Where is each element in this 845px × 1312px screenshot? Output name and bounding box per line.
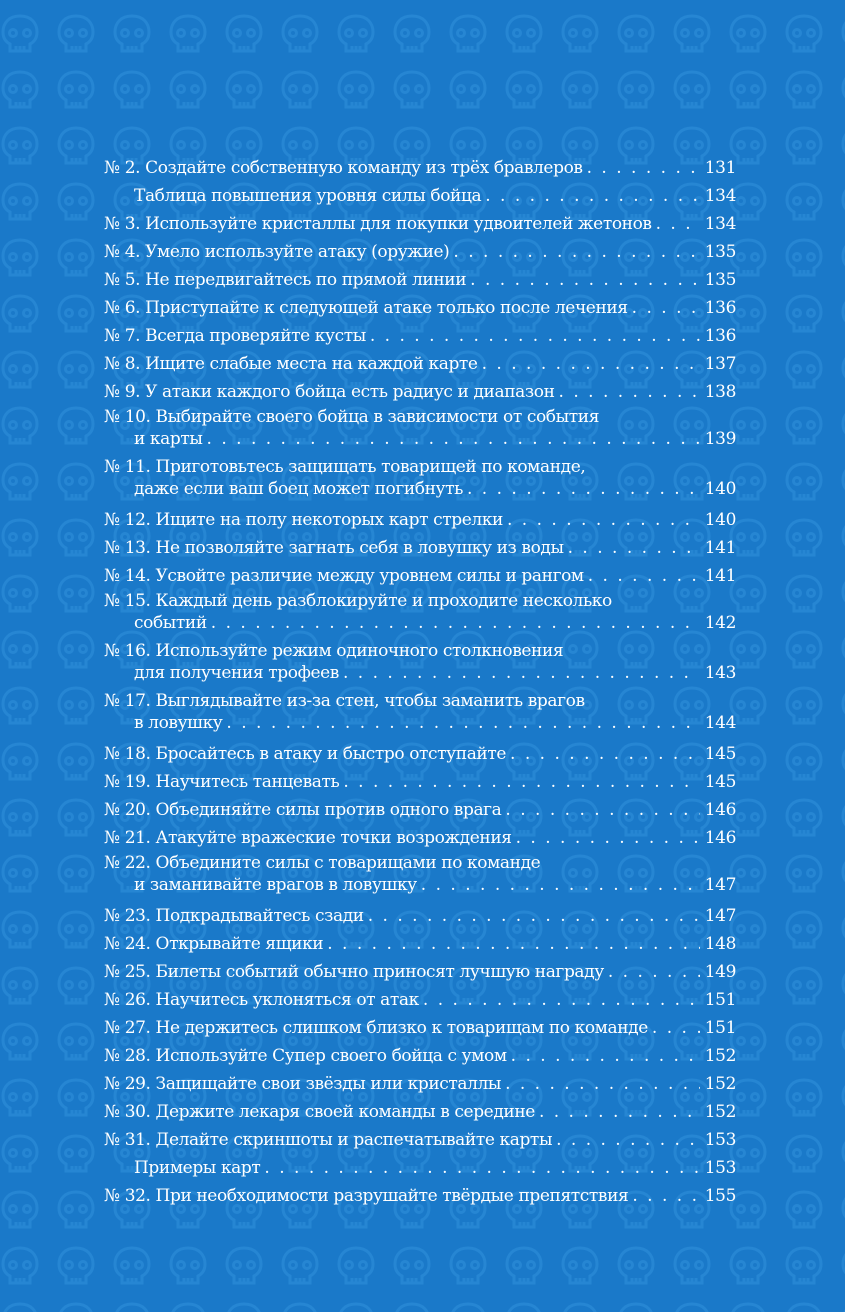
toc-page-number: 137 <box>704 354 736 374</box>
toc-page-number: 134 <box>704 214 736 234</box>
toc-entry-title: № 32. При необходимости разрушайте твёрдые препятствия <box>104 1186 629 1206</box>
toc-entry-title: № 20. Объединяйте силы против одного врага <box>104 800 502 820</box>
toc-entry-title: № 19. Научитесь танцевать <box>104 772 340 792</box>
toc-entry <box>104 590 736 640</box>
toc-page-number: 146 <box>704 800 736 820</box>
dot-leader <box>264 1154 700 1182</box>
toc-entry <box>104 322 736 350</box>
dot-leader <box>207 428 700 450</box>
toc-page-number: 152 <box>704 1102 736 1122</box>
toc-entry <box>104 740 736 768</box>
dot-leader <box>511 1042 700 1070</box>
toc-entry-title: № 28. Используйте Супер своего бойца с умом <box>104 1046 507 1066</box>
toc-entry <box>104 1042 736 1070</box>
table-of-contents <box>104 154 736 1210</box>
dot-leader <box>505 1070 700 1098</box>
toc-entry-title: № 11. Приготовьтесь защищать товарищей по команде, <box>104 457 586 477</box>
toc-entry <box>104 902 736 930</box>
toc-page-number: 152 <box>704 1046 736 1066</box>
toc-entry-title: № 8. Ищите слабые места на каждой карте <box>104 354 478 374</box>
dot-leader <box>423 986 700 1014</box>
toc-entry <box>104 958 736 986</box>
toc-entry <box>104 690 736 740</box>
toc-entry-title: Примеры карт <box>134 1158 261 1178</box>
toc-entry-title-continued: даже если ваш боец может погибнуть <box>134 479 463 499</box>
toc-entry-title: Таблица повышения уровня силы бойца <box>134 186 482 206</box>
dot-leader <box>587 154 700 182</box>
toc-entry <box>104 378 736 406</box>
toc-entry-title: № 31. Делайте скриншоты и распечатывайте карты <box>104 1130 553 1150</box>
toc-entry-title: № 30. Держите лекаря своей команды в середине <box>104 1102 535 1122</box>
toc-entry <box>104 294 736 322</box>
toc-page-number: 147 <box>704 906 736 926</box>
dot-leader <box>588 562 700 590</box>
toc-entry <box>104 852 736 902</box>
toc-entry <box>104 238 736 266</box>
toc-page-number: 149 <box>704 962 736 982</box>
dot-leader <box>421 874 700 896</box>
toc-entry <box>104 182 736 210</box>
toc-entry-title: № 3. Используйте кристаллы для покупки удвоителей жетонов <box>104 214 652 234</box>
toc-entry-title: № 7. Всегда проверяйте кусты <box>104 326 366 346</box>
toc-entry <box>104 1070 736 1098</box>
dot-leader <box>559 378 700 406</box>
dot-leader <box>453 238 700 266</box>
toc-page-number: 143 <box>704 663 736 683</box>
toc-entry <box>104 534 736 562</box>
toc-entry-title: № 9. У атаки каждого бойца есть радиус и диапазон <box>104 382 555 402</box>
toc-page-number: 136 <box>704 298 736 318</box>
toc-page-number: 145 <box>704 772 736 792</box>
toc-page-number: 153 <box>704 1158 736 1178</box>
toc-page-number: 148 <box>704 934 736 954</box>
toc-page-number: 147 <box>704 875 736 895</box>
toc-entry-title-continued: событий <box>134 613 207 633</box>
dot-leader <box>505 796 700 824</box>
toc-page-number: 140 <box>704 479 736 499</box>
toc-entry <box>104 640 736 690</box>
dot-leader <box>510 740 700 768</box>
toc-entry <box>104 506 736 534</box>
toc-entry <box>104 824 736 852</box>
toc-page-number: 135 <box>704 242 736 262</box>
toc-entry <box>104 1014 736 1042</box>
toc-entry-title: № 12. Ищите на полу некоторых карт стрелки <box>104 510 503 530</box>
toc-entry-title-continued: и карты <box>134 429 203 449</box>
toc-entry <box>104 1126 736 1154</box>
toc-entry-title: № 16. Используйте режим одиночного столкновения <box>104 641 564 661</box>
toc-page-number: 136 <box>704 326 736 346</box>
toc-entry <box>104 154 736 182</box>
toc-entry-title: № 21. Атакуйте вражеские точки возрождения <box>104 828 512 848</box>
toc-entry-title: № 22. Объедините силы с товарищами по команде <box>104 853 541 873</box>
toc-page-number: 140 <box>704 510 736 530</box>
dot-leader <box>370 322 700 350</box>
toc-entry-title: № 6. Приступайте к следующей атаке только после лечения <box>104 298 628 318</box>
toc-page-number: 144 <box>704 713 736 733</box>
toc-page-number: 134 <box>704 186 736 206</box>
dot-leader <box>226 712 700 734</box>
toc-page-number: 139 <box>704 429 736 449</box>
toc-page-number: 141 <box>704 566 736 586</box>
toc-entry-title: № 27. Не держитесь слишком близко к товарищам по команде <box>104 1018 648 1038</box>
dot-leader <box>556 1126 700 1154</box>
toc-page-number: 141 <box>704 538 736 558</box>
toc-entry-title: № 15. Каждый день разблокируйте и проходите несколько <box>104 591 612 611</box>
toc-page-number: 151 <box>704 1018 736 1038</box>
toc-page-number: 153 <box>704 1130 736 1150</box>
dot-leader <box>608 958 700 986</box>
toc-entry <box>104 406 736 456</box>
toc-entry <box>104 350 736 378</box>
toc-entry <box>104 986 736 1014</box>
toc-page-number: 131 <box>704 158 736 178</box>
toc-page-number: 152 <box>704 1074 736 1094</box>
toc-entry <box>104 768 736 796</box>
toc-entry-title: № 29. Защищайте свои звёзды или кристаллы <box>104 1074 502 1094</box>
toc-entry-title-continued: в ловушку <box>134 713 223 733</box>
dot-leader <box>539 1098 700 1126</box>
toc-entry <box>104 1154 736 1182</box>
toc-entry <box>104 210 736 238</box>
toc-entry-title: № 24. Открывайте ящики <box>104 934 324 954</box>
toc-entry <box>104 1098 736 1126</box>
toc-entry-title: № 10. Выбирайте своего бойца в зависимости от события <box>104 407 600 427</box>
toc-page-number: 135 <box>704 270 736 290</box>
toc-page-number: 142 <box>704 613 736 633</box>
toc-entry-title: № 26. Научитесь уклоняться от атак <box>104 990 419 1010</box>
toc-entry <box>104 796 736 824</box>
toc-page-number: 145 <box>704 744 736 764</box>
toc-entry <box>104 1182 736 1210</box>
toc-page-number: 146 <box>704 828 736 848</box>
toc-entry-title: № 23. Подкрадывайтесь сзади <box>104 906 364 926</box>
dot-leader <box>343 768 700 796</box>
toc-entry-title: № 5. Не передвигайтесь по прямой линии <box>104 270 467 290</box>
dot-leader <box>482 350 700 378</box>
toc-entry <box>104 266 736 294</box>
toc-entry-title: № 25. Билеты событий обычно приносят лучшую награду <box>104 962 604 982</box>
dot-leader <box>507 506 700 534</box>
toc-entry <box>104 562 736 590</box>
dot-leader <box>652 1014 700 1042</box>
dot-leader <box>368 902 700 930</box>
dot-leader <box>632 1182 700 1210</box>
dot-leader <box>485 182 700 210</box>
dot-leader <box>211 612 700 634</box>
toc-page-number: 138 <box>704 382 736 402</box>
toc-entry-title-continued: для получения трофеев <box>134 663 339 683</box>
dot-leader <box>632 294 700 322</box>
dot-leader <box>470 266 700 294</box>
toc-page-number: 155 <box>704 1186 736 1206</box>
dot-leader <box>656 210 700 238</box>
toc-page-number: 151 <box>704 990 736 1010</box>
toc-entry-title: № 17. Выглядывайте из-за стен, чтобы заманить врагов <box>104 691 585 711</box>
toc-entry-title: № 4. Умело используйте атаку (оружие) <box>104 242 450 262</box>
toc-entry-title: № 2. Создайте собственную команду из трёх бравлеров <box>104 158 583 178</box>
dot-leader <box>327 930 700 958</box>
dot-leader <box>343 662 700 684</box>
toc-entry-title-continued: и заманивайте врагов в ловушку <box>134 875 417 895</box>
toc-entry-title: № 18. Бросайтесь в атаку и быстро отступайте <box>104 744 507 764</box>
toc-entry-title: № 14. Усвойте различие между уровнем силы и рангом <box>104 566 584 586</box>
toc-entry <box>104 456 736 506</box>
dot-leader <box>467 478 700 500</box>
toc-entry <box>104 930 736 958</box>
dot-leader <box>516 824 700 852</box>
dot-leader <box>568 534 700 562</box>
toc-entry-title: № 13. Не позволяйте загнать себя в ловушку из воды <box>104 538 564 558</box>
